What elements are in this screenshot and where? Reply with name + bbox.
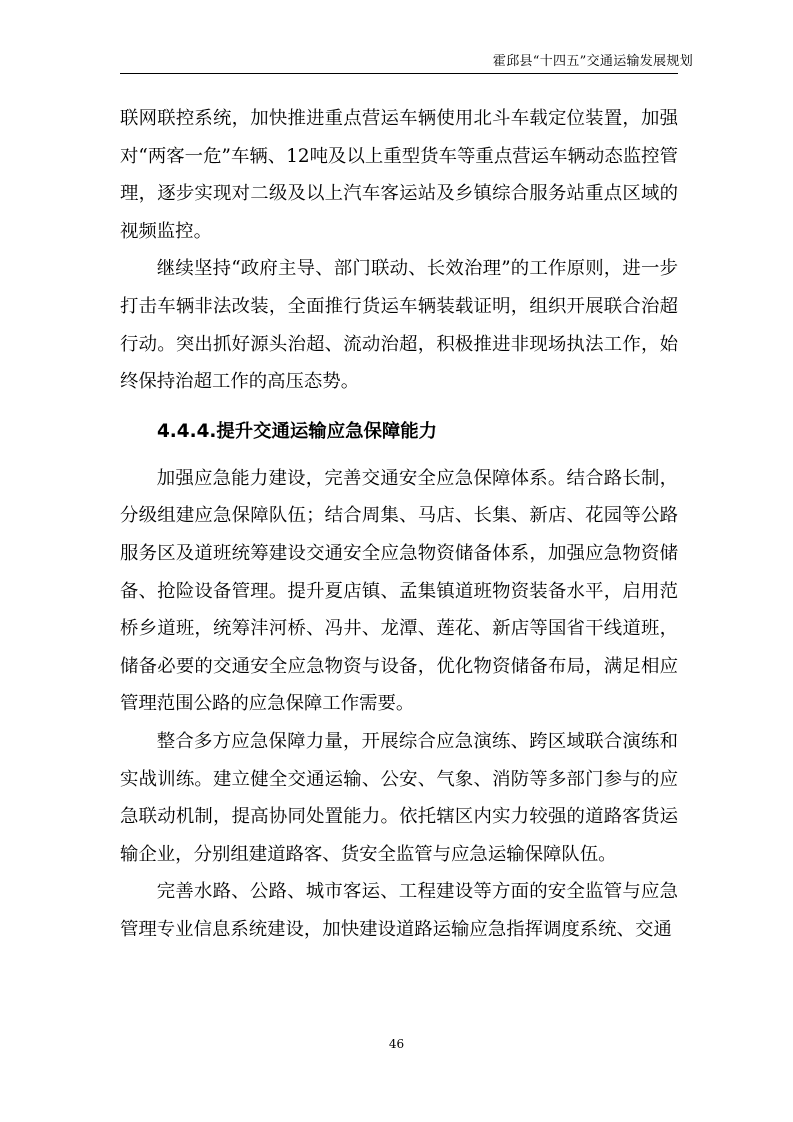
page-number: 46 [388,1037,405,1051]
paragraph: 整合多方应急保障力量，开展综合应急演练、跨区域联合演练和实战训练。建立健全交通运输、公安、气象、消防等多部门参与的应急联动机制，提高协同处置能力。依托辖区内实力较强的道路客货运输企业，分别组建道路客、货安全监管与应急运输保障队伍。 [120,730,678,865]
paragraph: 加强应急能力建设，完善交通安全应急保障体系。结合路长制，分级组建应急保障队伍；结合周集、马店、长集、新店、花园等公路服务区及道班统筹建设交通安全应急物资储备体系，加强应急物资储备、抢险设备管理。提升夏店镇、孟集镇道班物资装备水平，启用范桥乡道班，统筹沣河桥、冯井、龙潭、莲花、新店等国省干线道班，储备必要的交通安全应急物资与设备，优化物资储备布局，满足相应管理范围公路的应急保障工作需要。 [120,467,678,715]
paragraph-continued: 联网联控系统，加快推进重点营运车辆使用北斗车载定位装置，加强对“两客一危”车辆、12吨及以上重型货车等重点营运车辆动态监控管理，逐步实现对二级及以上汽车客运站及乡镇综合服务站重点区域的视频监控。 [120,108,678,242]
document-body [120,100,678,948]
paragraph: 完善水路、公路、城市客运、工程建设等方面的安全监管与应急管理专业信息系统建设，加快建设道路运输应急指挥调度系统、交通 [120,881,678,940]
header-divider [120,73,678,74]
running-header: 霍邱县“十四五”交通运输发展规划 [492,54,693,69]
paragraph: 继续坚持“政府主导、部门联动、长效治理”的工作原则，进一步打击车辆非法改装，全面推行货运车辆装载证明，组织开展联合治超行动。突出抓好源头治超、流动治超，积极推进非现场执法工作，始终保持治超工作的高压态势。 [120,258,678,393]
section-heading: 4.4.4.提升交通运输应急保障能力 [157,420,438,442]
